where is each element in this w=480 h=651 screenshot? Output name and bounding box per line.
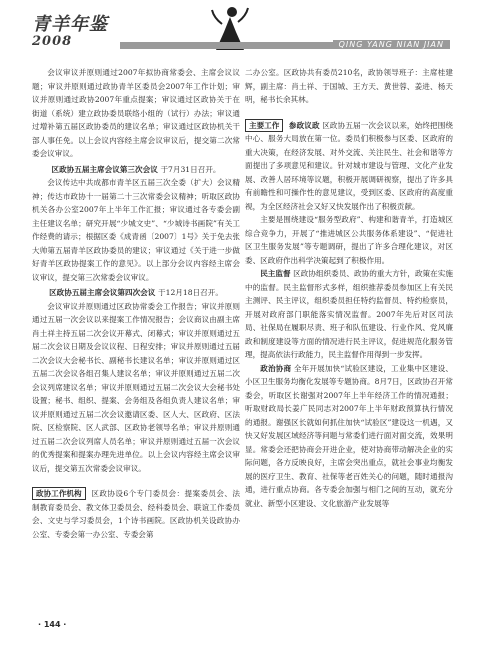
left-column bbox=[32, 66, 240, 541]
meeting-heading bbox=[32, 163, 240, 177]
meeting-date: 于12月18日召开。 bbox=[158, 288, 223, 297]
paragraph: 主要是围绕建设“服务型政府”、构建和谐青羊，打造城区综合竞争力，开展了“推进城区公共服务体系建设”、“促进社区卫生服务发展”等专题调研，提出了许多合理化建议，对区委、区政府作出科学决策起到了积极作用。 bbox=[245, 215, 453, 265]
yearbook-title: 青羊年鉴 bbox=[32, 14, 108, 35]
section-text: 区政协设6个专门委员会：提案委员会、法制教育委员会、教文体卫委员会、经科委员会、联谊工作委员会、文史与学习委员会，1个诗书画院。区政协机关设政协办公室、专委会第一办公室、专委会第 bbox=[32, 489, 240, 539]
paragraph-text: 区政协组织委员、政协的重大方针，政策在实施中的监督。民主监督形式多样，组织推荐委员参加区上有关民主测评、民主评议，组织委员担任特约监督员、特约检察员，开展对政府部门职能落实情况监督。2007年先后对区司法局、社保局在履职尽责、班子和队伍建设、行业作风、党风廉政和制度建设等方面的情况进行民主评议，促进规范化服务管理，提高依法行政能力，民主监督作用得到一步发挥。 bbox=[245, 269, 453, 359]
meeting-heading bbox=[32, 286, 240, 300]
meeting-date: 于7月31日召开。 bbox=[160, 164, 221, 174]
section-paragraph bbox=[32, 487, 240, 541]
page-header bbox=[0, 0, 480, 62]
subhead: 民主监督 bbox=[260, 269, 291, 278]
paragraph-text: 全年开展加快“试验区建设，工业集中区建设、小区卫生服务均衡化发展等专题协商。8月7日，区政协召开常委会，听取区长谢强对2007年上半年经济工作的情况通报；听取财政局长姜广民同志对2007年上半年财政预算执行情况的通报。谢强区长就如何抓住加快“试验区”建设这一机遇，又快又好发展区域经济等问题与常委们进行面对面交流，效果明显。常委会还把协商会开进企业，使对协商带动解决企业的实际问题，各方反映良好，主席会突出重点，就社会事业均衡发展的医疗卫生、教育、社保等老百姓关心的问题，随时通报沟通，进行重点协商。各专委会加强与相门之间的互动，就充分就业、新型小区建设、文化旅游产业发展等 bbox=[245, 363, 453, 508]
paragraph: 会议传达中共成都市青羊区五届三次全委（扩大）会议精神；传达市政协十一届第二十三次常委会议精神；听取区政协机关各办公室2007年上半年工作汇报；审议通过各专委会副主任建议名单；研究开展“少城文史”、“少城诗书画院”有关工作经费的请示；根据区委《成青函〔2007〕1号》关于免去张大帅第五届青羊区政协委员的建议；审议通过《关于进一步做好青羊区政协提案工作的意见》。以上部分会议内容经主席会议审议，提交第三次常委会议审议。 bbox=[32, 178, 240, 282]
section-tag: 主要工作 bbox=[245, 119, 283, 132]
section-head: 参政议政 bbox=[288, 120, 320, 130]
paragraph: 会议审议并原则通过2007年拟协商常委会、主席会议议题；审议并原则通过政协青羊区委员会2007年工作计划；审议并原则通过政协2007年重点提案；审议通过区政协关于在街道（系统）建立政协委员联络小组的（试行）办法；审议通过增补第五届区政协委员的建议名单；审议通过区政协机关干部人事任免。以上会议内容经主席会议审议后，提交第二次常委会议审议。 bbox=[32, 68, 240, 158]
section-tag: 政协工作机构 bbox=[32, 487, 86, 500]
meeting-title: 区政协五届主席会议第三次会议 bbox=[51, 164, 158, 174]
right-column bbox=[245, 66, 453, 510]
paragraph bbox=[245, 267, 453, 362]
meeting-title: 区政协五届主席会议第四次会议 bbox=[49, 288, 156, 297]
section-text: 区政协五届一次会议以来，始终把围绕中心、服务大局放在第一位。委员们积极参与区委、区政府的重大决策，在经济发展、对外交流、关注民生、社会和谐等方面提出了多项意见和建议。针对城市建设与管理、文化产业发展、改善人居环境等议题，积极开展调研视察，提出了许多具有前瞻性和可操作性的意见建议，受到区委、区政府的高度重视，为全区经济社会又好又快发展作出了积极贡献。 bbox=[245, 120, 454, 211]
paragraph bbox=[245, 362, 453, 511]
subhead: 政治协商 bbox=[260, 363, 292, 373]
yearbook-subtitle: QING YANG NIAN JIAN bbox=[333, 40, 450, 49]
section-paragraph bbox=[245, 119, 453, 214]
yearbook-year: 2008 bbox=[32, 34, 73, 49]
paragraph: 会议审议并原则通过区政协常委会工作报告；审议并原则通过五届一次会议以来提案工作情况报告；会议商议由副主席肖土祥主持五届二次会议开幕式、闭幕式；审议并原则通过五届二次会议日期及会议议程、日程安排；审议并原则通过五届二次会议大会秘书长、副秘书长建议名单；审议并原则通过区五届二次会议各组召集人建议名单；审议并原则通过五届二次会议列席建议名单；审议并原则通过五届二次会议大会秘书处设置；秘书、组织、提案、会务组及各组负责人建议名单；审议并原则通过五届二次会议邀请区委、区人大、区政府、区法院、区检察院、区人武部、区政协老领导名单；审议并原则通过五届二次会议列席人员名单；审议并原则通过五届一次会议的优秀提案和提案办理先进单位。以上会议内容经主席会议审议后，提交第五次常委会议审议。 bbox=[32, 301, 240, 473]
paragraph: 二办公室。区政协共有委员210名，政协领导班子：主席桂建辉，副主席：肖土祥、于国城、王方天、黄世蓉、姜进、杨天明，秘书长余其林。 bbox=[245, 68, 453, 104]
page-number: · 144 · bbox=[38, 620, 67, 629]
